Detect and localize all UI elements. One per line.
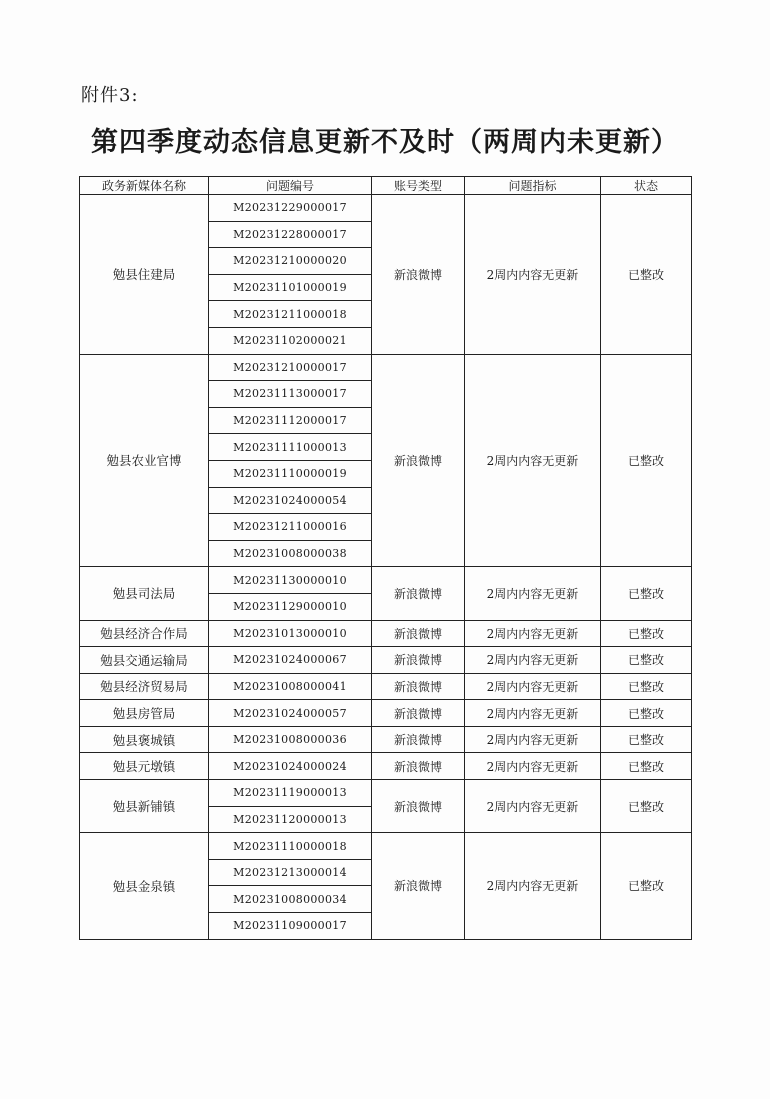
issue-code-cell: M20231130000010 bbox=[209, 567, 372, 594]
account-type-cell: 新浪微博 bbox=[372, 195, 465, 355]
account-type-cell: 新浪微博 bbox=[372, 567, 465, 620]
table-header-row bbox=[80, 177, 692, 195]
account-type-cell: 新浪微博 bbox=[372, 726, 465, 753]
status-cell: 已整改 bbox=[601, 700, 692, 727]
issue-code-cell: M20231008000041 bbox=[209, 673, 372, 700]
table-row bbox=[80, 567, 692, 594]
issue-code-cell: M20231229000017 bbox=[209, 195, 372, 222]
header-account-type: 账号类型 bbox=[372, 177, 465, 195]
account-name-cell: 勉县司法局 bbox=[80, 567, 209, 620]
account-name-cell: 勉县房管局 bbox=[80, 700, 209, 727]
issue-code-cell: M20231211000018 bbox=[209, 301, 372, 328]
issue-code-cell: M20231119000013 bbox=[209, 780, 372, 807]
issue-code-cell: M20231024000067 bbox=[209, 647, 372, 674]
table-body bbox=[80, 195, 692, 940]
account-name-cell: 勉县金泉镇 bbox=[80, 833, 209, 939]
issue-indicator-cell: 2周内内容无更新 bbox=[465, 195, 601, 355]
issue-code-cell: M20231213000014 bbox=[209, 859, 372, 886]
issue-code-cell: M20231008000034 bbox=[209, 886, 372, 913]
issue-indicator-cell: 2周内内容无更新 bbox=[465, 833, 601, 939]
issue-code-cell: M20231120000013 bbox=[209, 806, 372, 833]
issue-indicator-cell: 2周内内容无更新 bbox=[465, 620, 601, 647]
issue-indicator-cell: 2周内内容无更新 bbox=[465, 647, 601, 674]
table-row bbox=[80, 195, 692, 222]
account-name-cell: 勉县交通运输局 bbox=[80, 647, 209, 674]
header-account-name: 政务新媒体名称 bbox=[80, 177, 209, 195]
issue-code-cell: M20231109000017 bbox=[209, 913, 372, 940]
account-name-cell: 勉县经济合作局 bbox=[80, 620, 209, 647]
issue-code-cell: M20231113000017 bbox=[209, 381, 372, 408]
status-cell: 已整改 bbox=[601, 620, 692, 647]
account-type-cell: 新浪微博 bbox=[372, 700, 465, 727]
status-cell: 已整改 bbox=[601, 833, 692, 939]
account-name-cell: 勉县农业官博 bbox=[80, 354, 209, 567]
table-row bbox=[80, 780, 692, 807]
issue-indicator-cell: 2周内内容无更新 bbox=[465, 726, 601, 753]
account-name-cell: 勉县褒城镇 bbox=[80, 726, 209, 753]
account-name-cell: 勉县新铺镇 bbox=[80, 780, 209, 833]
header-issue-code: 问题编号 bbox=[209, 177, 372, 195]
issue-code-cell: M20231102000021 bbox=[209, 327, 372, 354]
header-issue-indicator: 问题指标 bbox=[465, 177, 601, 195]
header-status: 状态 bbox=[601, 177, 692, 195]
issue-code-cell: M20231101000019 bbox=[209, 274, 372, 301]
issue-code-cell: M20231211000016 bbox=[209, 514, 372, 541]
issue-code-cell: M20231110000018 bbox=[209, 833, 372, 860]
account-type-cell: 新浪微博 bbox=[372, 647, 465, 674]
account-name-cell: 勉县住建局 bbox=[80, 195, 209, 355]
issue-code-cell: M20231024000054 bbox=[209, 487, 372, 514]
issue-code-cell: M20231024000057 bbox=[209, 700, 372, 727]
account-type-cell: 新浪微博 bbox=[372, 753, 465, 780]
status-cell: 已整改 bbox=[601, 726, 692, 753]
table-row bbox=[80, 647, 692, 674]
attachment-label: 附件3: bbox=[81, 85, 139, 106]
table-row bbox=[80, 620, 692, 647]
issue-code-cell: M20231008000036 bbox=[209, 726, 372, 753]
status-cell: 已整改 bbox=[601, 354, 692, 567]
status-cell: 已整改 bbox=[601, 567, 692, 620]
issue-indicator-cell: 2周内内容无更新 bbox=[465, 780, 601, 833]
status-cell: 已整改 bbox=[601, 647, 692, 674]
table-row bbox=[80, 700, 692, 727]
status-cell: 已整改 bbox=[601, 195, 692, 355]
account-type-cell: 新浪微博 bbox=[372, 780, 465, 833]
issue-code-cell: M20231013000010 bbox=[209, 620, 372, 647]
issue-code-cell: M20231024000024 bbox=[209, 753, 372, 780]
table-row bbox=[80, 354, 692, 381]
issue-code-cell: M20231228000017 bbox=[209, 221, 372, 248]
table-row bbox=[80, 673, 692, 700]
issue-indicator-cell: 2周内内容无更新 bbox=[465, 673, 601, 700]
issue-code-cell: M20231129000010 bbox=[209, 593, 372, 620]
issue-code-cell: M20231112000017 bbox=[209, 407, 372, 434]
report-table bbox=[79, 176, 692, 940]
account-type-cell: 新浪微博 bbox=[372, 833, 465, 939]
table-row bbox=[80, 726, 692, 753]
account-type-cell: 新浪微博 bbox=[372, 673, 465, 700]
account-name-cell: 勉县经济贸易局 bbox=[80, 673, 209, 700]
table-row bbox=[80, 833, 692, 860]
status-cell: 已整改 bbox=[601, 753, 692, 780]
issue-indicator-cell: 2周内内容无更新 bbox=[465, 753, 601, 780]
issue-code-cell: M20231210000017 bbox=[209, 354, 372, 381]
issue-indicator-cell: 2周内内容无更新 bbox=[465, 354, 601, 567]
issue-code-cell: M20231111000013 bbox=[209, 434, 372, 461]
table-row bbox=[80, 753, 692, 780]
account-name-cell: 勉县元墩镇 bbox=[80, 753, 209, 780]
issue-code-cell: M20231110000019 bbox=[209, 460, 372, 487]
issue-indicator-cell: 2周内内容无更新 bbox=[465, 567, 601, 620]
issue-code-cell: M20231008000038 bbox=[209, 540, 372, 567]
issue-code-cell: M20231210000020 bbox=[209, 248, 372, 275]
status-cell: 已整改 bbox=[601, 780, 692, 833]
issue-indicator-cell: 2周内内容无更新 bbox=[465, 700, 601, 727]
page-title: 第四季度动态信息更新不及时（两周内未更新） bbox=[91, 127, 679, 158]
account-type-cell: 新浪微博 bbox=[372, 354, 465, 567]
status-cell: 已整改 bbox=[601, 673, 692, 700]
account-type-cell: 新浪微博 bbox=[372, 620, 465, 647]
